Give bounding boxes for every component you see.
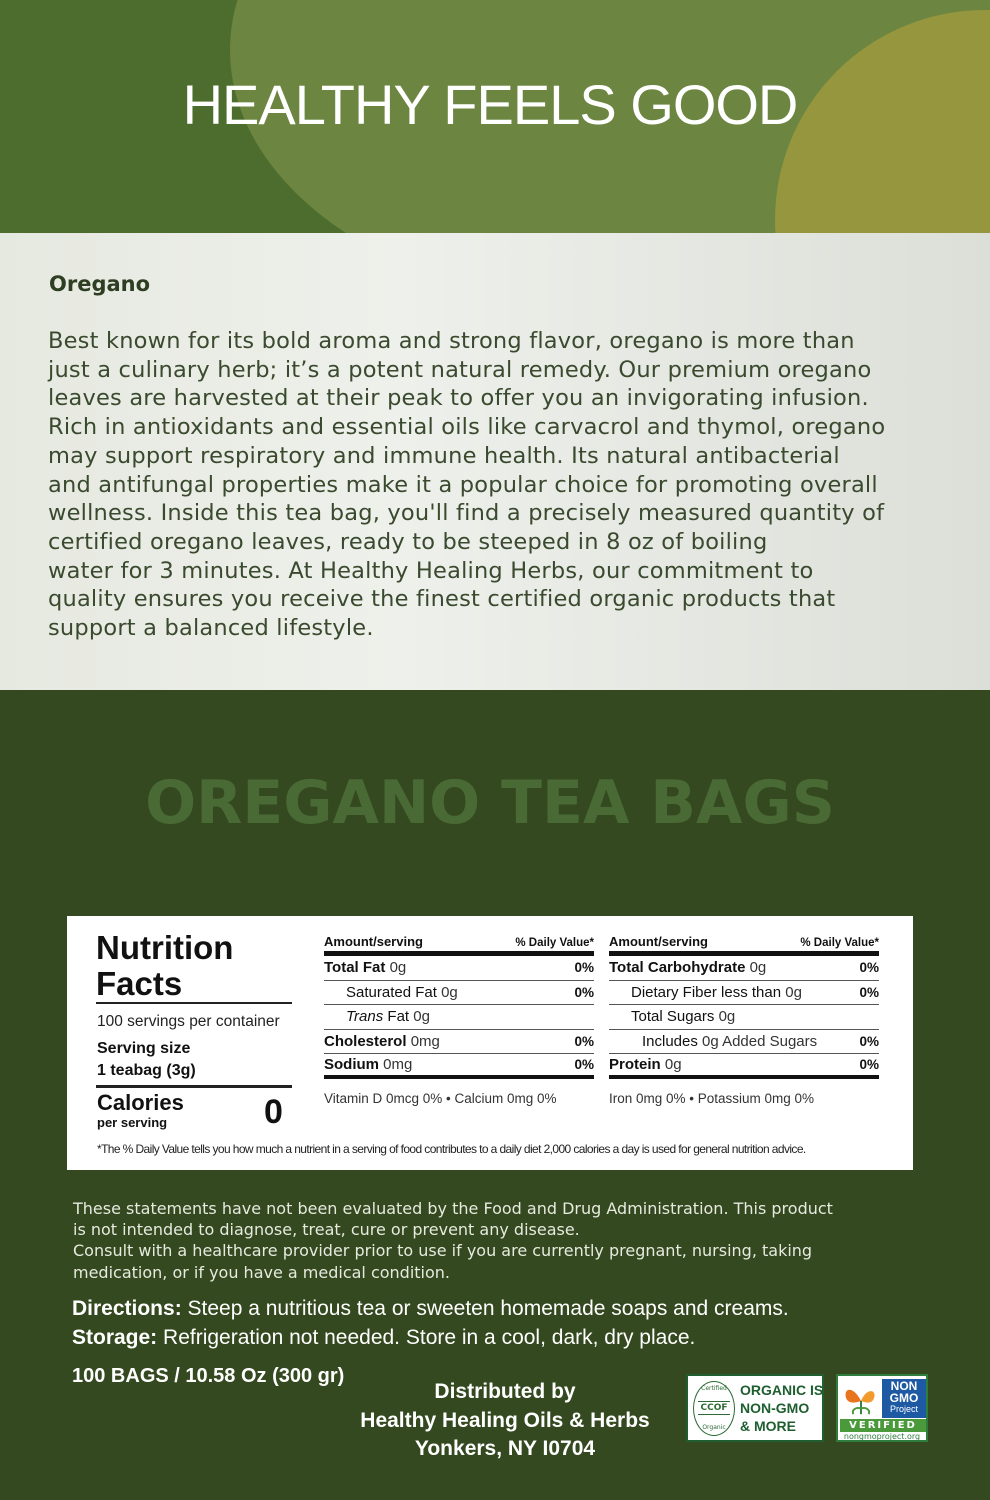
nutrient-amount: 0g [664, 1056, 682, 1074]
nutrient-name: Trans [346, 1008, 384, 1026]
nutrient-column-left [324, 934, 594, 1106]
nutrient-row-added-sugars [609, 1030, 879, 1055]
ccof-seal-top: Certified [701, 1385, 727, 1392]
nutrient-row-saturated-fat [324, 981, 594, 1006]
daily-value-header: % Daily Value* [800, 937, 879, 949]
nutrient-row-protein [609, 1054, 879, 1079]
daily-value-footnote: *The % Daily Value tells you how much a nutrient in a serving of food contributes to a daily diet 2,000 calories a day is used for general nutrition advice. [97, 1142, 806, 1156]
nutrient-name: Saturated Fat [346, 983, 437, 1001]
description-line: quality ensures you receive the finest certified organic products that [48, 586, 836, 613]
ccof-organic-badge [686, 1374, 824, 1442]
ccof-seal-mid: CCOF [698, 1401, 730, 1415]
product-name: Oregano [49, 272, 151, 296]
nutrient-row-cholesterol [324, 1030, 594, 1055]
vitamins-right: Iron 0mg 0% • Potassium 0mg 0% [609, 1090, 815, 1106]
description-line: wellness. Inside this tea bag, you'll find a precisely measured quantity of [48, 500, 885, 527]
description-line: support a balanced lifestyle. [48, 615, 374, 642]
disclaimer-line: medication, or if you have a medical condition. [73, 1262, 451, 1282]
organic-badge-line: & MORE [740, 1418, 796, 1434]
distributor-line: Distributed by [434, 1380, 576, 1403]
nutrient-name: Total Carbohydrate [609, 959, 746, 977]
nutrient-name: Sodium [324, 1056, 379, 1074]
nutrient-amount: 0mg [410, 1033, 440, 1051]
nutrient-percent: 0% [574, 1034, 594, 1050]
non-gmo-url: nongmoproject.org [843, 1432, 921, 1441]
calories-sub: per serving [97, 1115, 168, 1130]
description-line: and antifungal properties make it a popular choice for promoting overall [48, 471, 878, 498]
amount-header: Amount/serving [324, 934, 423, 949]
header-banner [0, 0, 990, 233]
disclaimer-line: Consult with a healthcare provider prior to use if you are currently pregnant, nursing, taking [73, 1241, 813, 1261]
nutrient-percent: 0% [859, 960, 879, 976]
ccof-seal-bottom: Organic [702, 1424, 726, 1431]
directions-label: Directions: [72, 1297, 182, 1320]
nutrient-name: Total Sugars [631, 1008, 715, 1026]
servings-per-container: 100 servings per container [97, 1013, 280, 1030]
nutrient-row-trans-fat [324, 1005, 594, 1030]
nutrient-row-dietary-fiber [609, 981, 879, 1006]
organic-badge-line: ORGANIC IS [740, 1382, 824, 1398]
amount-header: Amount/serving [609, 934, 708, 949]
verified-label: VERIFIED [840, 1419, 926, 1432]
nutrition-title-line: Facts [96, 965, 183, 1002]
non-gmo-label [882, 1379, 926, 1418]
nutrient-amount: 0mg [383, 1056, 413, 1074]
divider [96, 1085, 292, 1088]
nutrition-facts-panel [67, 916, 913, 1170]
directions [72, 1297, 789, 1321]
nutrient-row-total-fat [324, 956, 594, 981]
fda-disclaimer [73, 1198, 933, 1283]
nutrient-amount: 0g Added Sugars [702, 1033, 818, 1051]
daily-value-header: % Daily Value* [515, 937, 594, 949]
storage [72, 1326, 695, 1350]
description-line: leaves are harvested at their peak to offer you an invigorating infusion. [48, 385, 869, 412]
nutrient-percent: 0% [859, 1057, 879, 1073]
nutrient-percent: 0% [574, 960, 594, 976]
description-text [48, 327, 938, 643]
butterfly-icon [842, 1380, 880, 1418]
ccof-seal-icon [693, 1381, 735, 1436]
nutrient-amount: 0g [413, 1008, 430, 1026]
nutrient-percent: 0% [574, 1057, 594, 1073]
non-gmo-line: GMO [889, 1391, 919, 1405]
nutrient-name: Total Fat [324, 959, 386, 977]
directions-text: Steep a nutritious tea or sweeten homemade soaps and creams. [181, 1297, 789, 1320]
non-gmo-line: NON [890, 1379, 918, 1393]
nutrient-row-total-sugars [609, 1005, 879, 1030]
organic-badge-line: NON-GMO [740, 1400, 810, 1416]
serving-size-value: 1 teabag (3g) [97, 1062, 196, 1079]
distributor-line: Healthy Healing Oils & Herbs [360, 1408, 650, 1432]
calories-label: Calories [97, 1090, 184, 1115]
nutrition-facts-title [96, 930, 233, 1002]
serving-size-label: Serving size [97, 1040, 191, 1057]
nutrient-amount: 0g [389, 959, 407, 977]
storage-text: Refrigeration not needed. Store in a cool, dark, dry place. [157, 1326, 696, 1349]
description-line: certified oregano leaves, ready to be steeped in 8 oz of boiling [48, 528, 768, 555]
nutrient-name: Protein [609, 1056, 661, 1074]
organic-badge-text [740, 1381, 824, 1435]
nutrient-row-sodium [324, 1054, 594, 1079]
nutrient-percent: 0% [859, 984, 879, 1000]
disclaimer-line: is not intended to diagnose, treat, cure or prevent any disease. [73, 1220, 580, 1240]
calories-value: 0 [264, 1093, 283, 1131]
description-line: Best known for its bold aroma and strong flavor, oregano is more than [48, 328, 855, 354]
divider [96, 1002, 292, 1004]
nutrient-name: Dietary Fiber less than [631, 983, 782, 1001]
storage-label: Storage: [72, 1326, 158, 1349]
nutrition-title-line: Nutrition [96, 929, 234, 966]
nutrient-name-suffix: Fat [387, 1008, 410, 1026]
description-line: may support respiratory and immune health. Its natural antibacterial [48, 442, 840, 469]
nutrient-name: Includes [642, 1033, 698, 1051]
distributor-line: Yonkers, NY I0704 [414, 1437, 596, 1460]
serving-size [97, 1038, 196, 1082]
nutrient-amount: 0g [785, 983, 802, 1001]
nutrient-amount: 0g [718, 1008, 736, 1026]
product-title: OREGANO TEA BAGS [145, 768, 835, 838]
nutrient-column-right [609, 934, 879, 1106]
nutrient-amount: 0g [749, 959, 767, 977]
package-quantity: 100 BAGS / 10.58 Oz (300 gr) [72, 1365, 345, 1387]
description-panel [0, 233, 990, 690]
nutrient-percent: 0% [859, 1034, 879, 1050]
nutrient-percent: 0% [574, 984, 594, 1000]
non-gmo-project-badge [836, 1374, 928, 1442]
headline: HEALTHY FEELS GOOD [182, 73, 798, 136]
disclaimer-line: These statements have not been evaluated by the Food and Drug Administration. This product [73, 1199, 833, 1218]
column-header [324, 934, 594, 956]
non-gmo-line: Project [889, 1404, 918, 1414]
nutrient-amount: 0g [441, 983, 458, 1001]
description-line: Rich in antioxidants and essential oils like carvacrol and thymol, oregano [48, 414, 886, 441]
description-line: just a culinary herb; it’s a potent natural remedy. Our premium oregano [48, 356, 872, 383]
vitamins-left: Vitamin D 0mcg 0% • Calcium 0mg 0% [324, 1090, 557, 1106]
nutrient-name: Cholesterol [324, 1033, 407, 1051]
column-header [609, 934, 879, 956]
distributor-info [330, 1378, 680, 1464]
nutrient-row-total-carbohydrate [609, 956, 879, 981]
description-line: water for 3 minutes. At Healthy Healing Herbs, our commitment to [48, 557, 814, 584]
